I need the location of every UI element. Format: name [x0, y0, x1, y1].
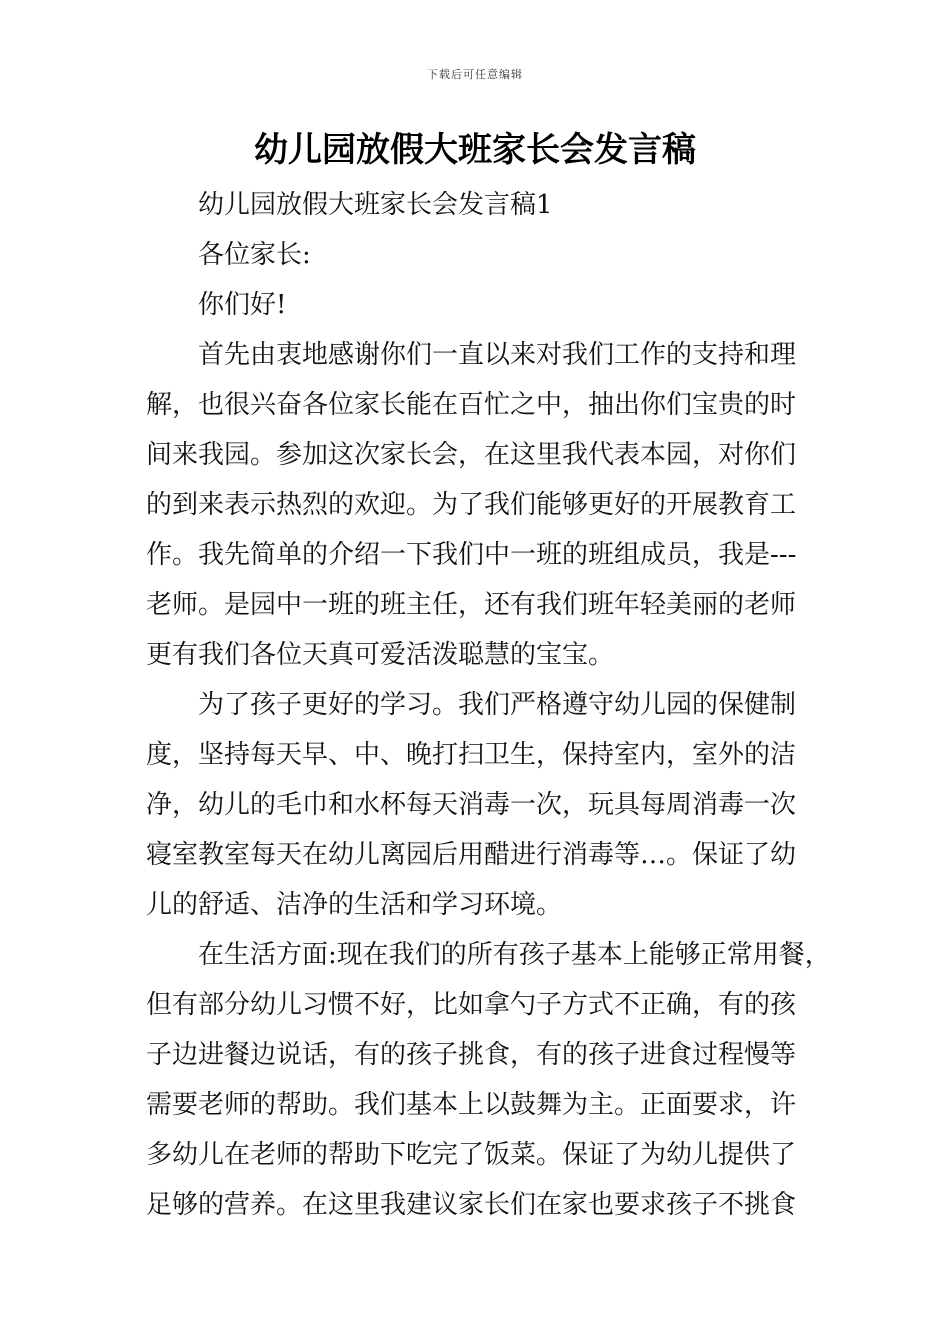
- text-line: 各位家长:: [198, 240, 311, 270]
- text-line: 幼儿园放假大班家长会发言稿1: [198, 190, 553, 220]
- text-line: 子边进餐边说话，有的孩子挑食，有的孩子进食过程慢等: [146, 1040, 797, 1070]
- text-line: 在生活方面:现在我们的所有孩子基本上能够正常用餐，: [198, 940, 831, 970]
- header-note: 下载后可任意编辑: [427, 68, 523, 81]
- text-line: 更有我们各位天真可爱活泼聪慧的宝宝。: [146, 640, 615, 670]
- text-line: 你们好!: [198, 290, 287, 320]
- text-line: 间来我园。参加这次家长会，在这里我代表本园，对你们: [146, 440, 797, 470]
- text-line: 解，也很兴奋各位家长能在百忙之中，抽出你们宝贵的时: [146, 390, 797, 420]
- text-line: 的到来表示热烈的欢迎。为了我们能够更好的开展教育工: [146, 490, 797, 520]
- text-line: 寝室教室每天在幼儿离园后用醋进行消毒等…。保证了幼: [146, 840, 797, 870]
- text-line: 足够的营养。在这里我建议家长们在家也要求孩子不挑食: [146, 1190, 797, 1220]
- text-line: 度，坚持每天早、中、晚打扫卫生，保持室内，室外的洁: [146, 740, 797, 770]
- text-line: 儿的舒适、洁净的生活和学习环境。: [146, 890, 563, 920]
- text-line: 老师。是园中一班的班主任，还有我们班年轻美丽的老师: [146, 590, 797, 620]
- text-line: 作。我先简单的介绍一下我们中一班的班组成员，我是---: [146, 540, 797, 570]
- text-line: 首先由衷地感谢你们一直以来对我们工作的支持和理: [198, 340, 797, 370]
- text-line: 但有部分幼儿习惯不好，比如拿勺子方式不正确，有的孩: [146, 990, 797, 1020]
- text-line: 需要老师的帮助。我们基本上以鼓舞为主。正面要求，许: [146, 1090, 797, 1120]
- document-title: 幼儿园放假大班家长会发言稿: [254, 130, 696, 170]
- text-line: 多幼儿在老师的帮助下吃完了饭菜。保证了为幼儿提供了: [146, 1140, 797, 1170]
- text-line: 为了孩子更好的学习。我们严格遵守幼儿园的保健制: [198, 690, 797, 720]
- text-line: 净，幼儿的毛巾和水杯每天消毒一次，玩具每周消毒一次: [146, 790, 797, 820]
- document-body: [146, 180, 831, 1230]
